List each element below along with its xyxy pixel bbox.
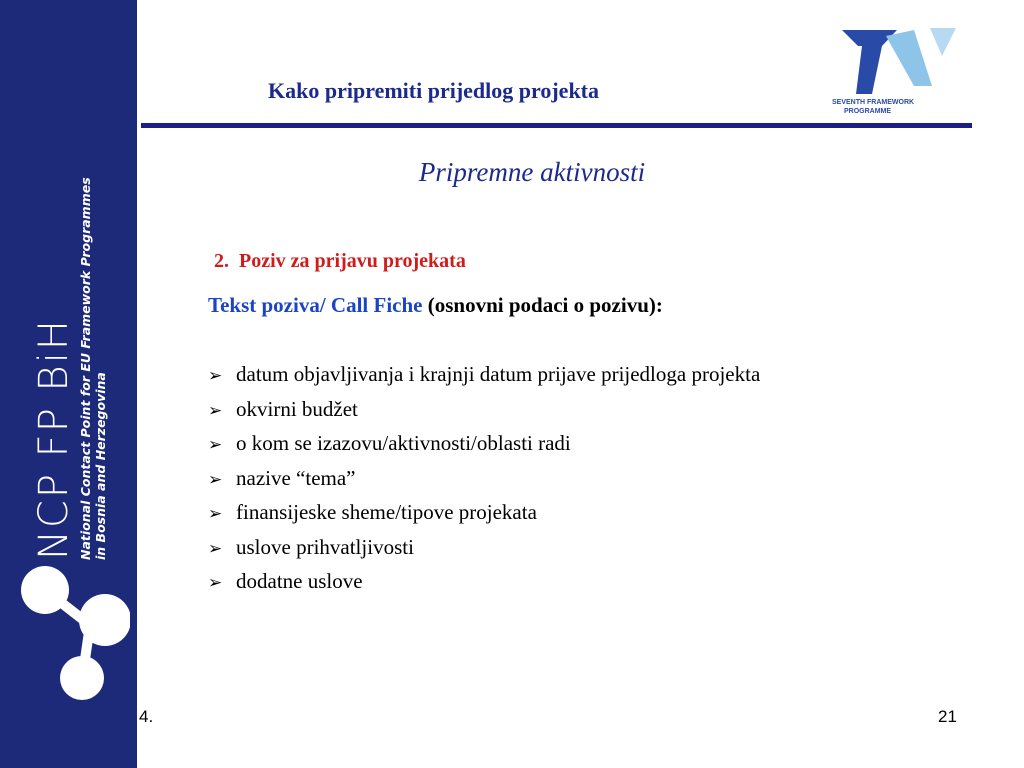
list-item bbox=[208, 357, 760, 392]
sidebar-branding bbox=[30, 177, 108, 560]
sidebar bbox=[0, 0, 137, 768]
header-divider bbox=[141, 123, 972, 128]
molecule-logo-icon bbox=[10, 560, 130, 710]
list-item-text: o kom se izazovu/aktivnosti/oblasti radi bbox=[236, 431, 571, 455]
arrowhead-bullet-icon: ➢ bbox=[208, 366, 223, 386]
point-number: 2. bbox=[214, 250, 229, 272]
ncp-subtitle-line1: National Contact Point for EU Framework Programmes bbox=[78, 177, 93, 560]
arrowhead-bullet-icon: ➢ bbox=[208, 504, 223, 524]
point-heading bbox=[214, 250, 466, 273]
fp7-logo-label-2: PROGRAMME bbox=[844, 108, 892, 115]
list-item bbox=[208, 392, 760, 427]
list-item bbox=[208, 426, 760, 461]
list-item bbox=[208, 564, 760, 599]
arrowhead-bullet-icon: ➢ bbox=[208, 469, 223, 490]
page-number: 21 bbox=[938, 707, 957, 726]
footer-left-label: 4. bbox=[139, 707, 154, 726]
list-item-text: finansijeske sheme/tipove projekata bbox=[236, 500, 537, 524]
arrowhead-bullet-icon: ➢ bbox=[208, 573, 223, 593]
list-item-text: okvirni budžet bbox=[236, 396, 358, 421]
arrowhead-bullet-icon: ➢ bbox=[208, 435, 223, 455]
list-item-text: dodatne uslove bbox=[236, 569, 363, 593]
arrowhead-bullet-icon: ➢ bbox=[208, 400, 223, 421]
list-item-text: uslove prihvatljivosti bbox=[236, 534, 414, 559]
call-fiche-rest: (osnovni podaci o pozivu): bbox=[427, 293, 663, 317]
section-title: Pripremne aktivnosti bbox=[418, 157, 646, 187]
fp7-logo-label-1: SEVENTH FRAMEWORK bbox=[832, 99, 915, 106]
header-title: Kako pripremiti prijedlog projekta bbox=[268, 78, 600, 103]
list-item-text: datum objavljivanja i krajnji datum prijave prijedloga projekta bbox=[236, 362, 761, 386]
ncp-logo-text: NCP FP BiH bbox=[31, 318, 77, 560]
call-fiche-label: Tekst poziva/ Call Fiche bbox=[208, 293, 423, 317]
point-title: Poziv za prijavu projekata bbox=[239, 250, 466, 272]
bullet-list bbox=[208, 357, 760, 599]
list-item-text: nazive “tema” bbox=[236, 465, 356, 490]
list-item bbox=[208, 530, 760, 565]
seventh-framework-programme-logo bbox=[822, 26, 962, 121]
list-item bbox=[208, 461, 760, 496]
ncp-subtitle-line2: in Bosnia and Herzegovina bbox=[93, 372, 108, 560]
list-item bbox=[208, 495, 760, 530]
call-fiche-line bbox=[208, 293, 663, 318]
arrowhead-bullet-icon: ➢ bbox=[208, 538, 223, 559]
